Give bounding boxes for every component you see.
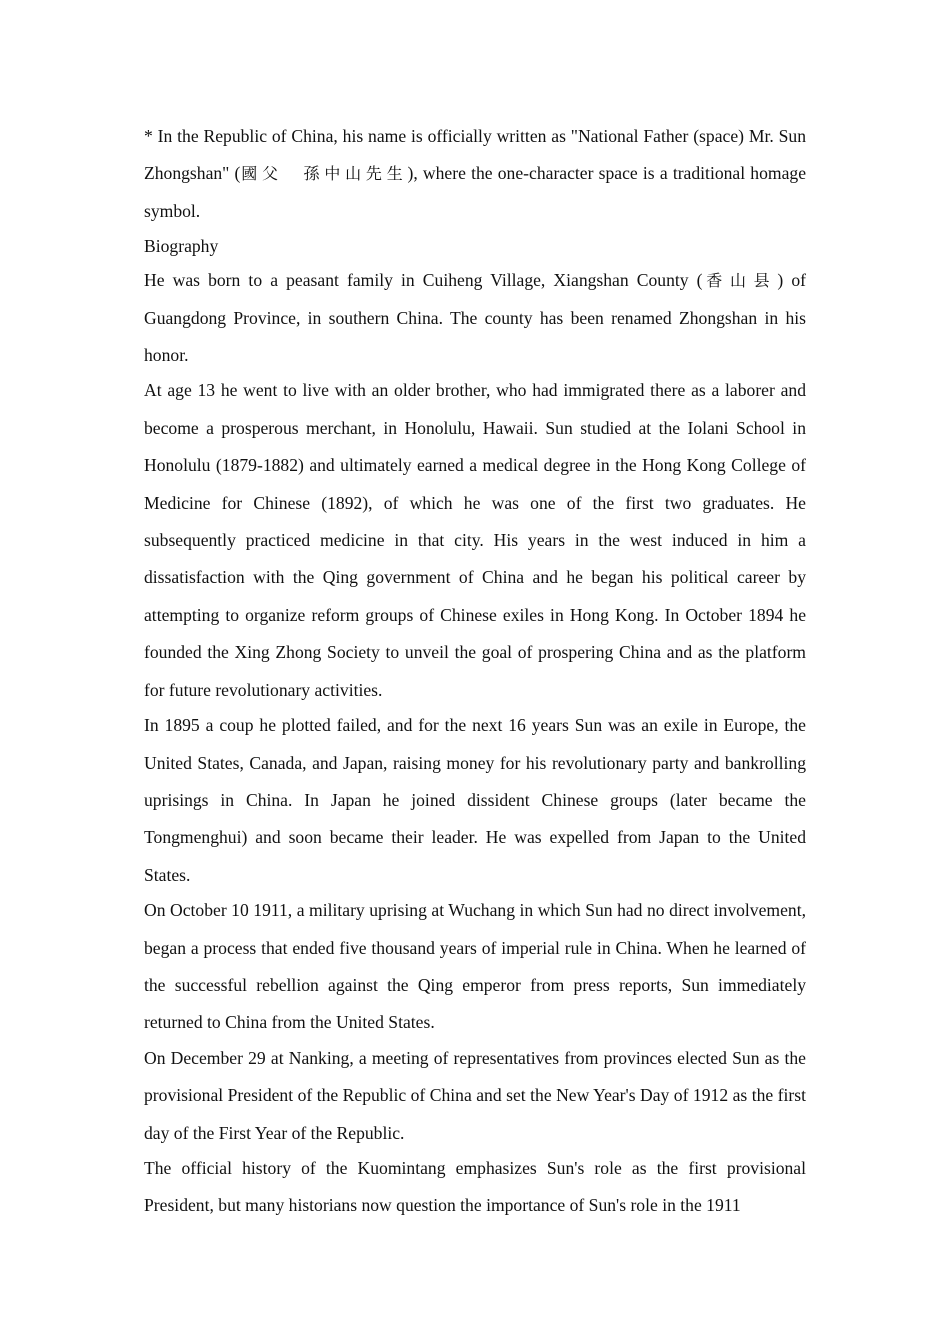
cjk-text-county-name: 香山县 [702,271,778,291]
paragraph-provisional-president: On December 29 at Nanking, a meeting of representatives from provinces elected Sun as the provisional President of the Republic of China and set the New Year's Day of 1912 as the first day of the First Year of the Republic. [144,1047,806,1143]
document-page [144,118,806,1223]
cjk-text-honorific-name: 國父 孫中山先生 [240,164,408,184]
paragraph-birth: He was born to a peasant family in Cuiheng Village, Xiangshan County (香山县) of Guangdong Province, in southern China. The county has been renamed Zhongshan in his honor. [144,270,806,366]
section-heading-biography: Biography [144,236,219,257]
paragraph-exile: In 1895 a coup he plotted failed, and for the next 16 years Sun was an exile in Europe, the United States, Canada, and Japan, raising money for his revolutionary party and bankrolling uprisings in China. In Japan he joined dissident Chinese groups (later became the Tongmenghui) and soon became their leader. He was expelled from Japan to the United States. [144,715,806,885]
paragraph-kuomintang-history: The official history of the Kuomintang emphasizes Sun's role as the first provisional President, but many historians now question the importance of Sun's role in the 1911 [144,1157,806,1216]
paragraph-wuchang-uprising: On October 10 1911, a military uprising at Wuchang in which Sun had no direct involvement, began a process that ended five thousand years of imperial rule in China. When he learned of the successful rebellion against the Qing emperor from press reports, Sun immediately returned to China from the United States. [144,900,806,1033]
paragraph-name-note: * In the Republic of China, his name is officially written as "National Father (space) Mr. Sun Zhongshan" (國父 孫中山先生), where the one-character space is a traditional homage symbol. [144,126,806,221]
paragraph-education: At age 13 he went to live with an older brother, who had immigrated there as a laborer and become a prosperous merchant, in Honolulu, Hawaii. Sun studied at the Iolani School in Honolulu (1879-1882) and ultimately earned a medical degree in the Hong Kong College of Medicine for Chinese (1892), of which he was one of the first two graduates. He subsequently practiced medicine in that city. His years in the west induced in him a dissatisfaction with the Qing government of China and he began his political career by attempting to organize reform groups of Chinese exiles in Hong Kong. In October 1894 he founded the Xing Zhong Society to unveil the goal of prospering China and as the platform for future revolutionary activities. [144,380,806,700]
